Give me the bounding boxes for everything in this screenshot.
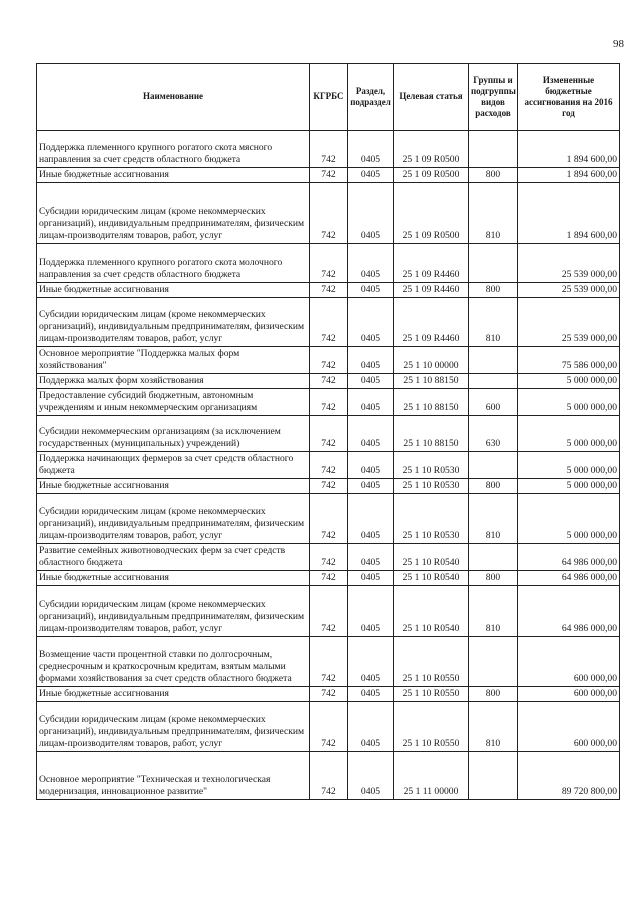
row-kgrbs: 742	[310, 373, 348, 388]
row-section: 0405	[348, 493, 394, 543]
row-amount: 5 000 000,00	[518, 451, 620, 478]
row-name: Возмещение части процентной ставки по долгосрочным, среднесрочным и краткосрочным кредитам, взятым малыми формами хозяйствования за счет средств областного бюджета	[37, 636, 310, 686]
row-target: 25 1 10 R0550	[394, 686, 469, 701]
row-group	[469, 543, 518, 570]
row-kgrbs: 742	[310, 243, 348, 282]
row-group	[469, 636, 518, 686]
row-name: Предоставление субсидий бюджетным, автономным учреждениям и иным некоммерческим организациям	[37, 388, 310, 415]
row-amount: 64 986 000,00	[518, 543, 620, 570]
row-name: Иные бюджетные ассигнования	[37, 478, 310, 493]
row-section: 0405	[348, 243, 394, 282]
row-target: 25 1 09 R4460	[394, 243, 469, 282]
row-group: 800	[469, 478, 518, 493]
table-row	[37, 451, 620, 478]
row-section: 0405	[348, 543, 394, 570]
row-amount: 5 000 000,00	[518, 388, 620, 415]
row-amount: 5 000 000,00	[518, 493, 620, 543]
row-group	[469, 373, 518, 388]
table-row	[37, 415, 620, 451]
row-target: 25 1 10 R0540	[394, 543, 469, 570]
row-target: 25 1 10 R0540	[394, 585, 469, 636]
row-amount: 25 539 000,00	[518, 243, 620, 282]
row-kgrbs: 742	[310, 701, 348, 751]
row-group: 600	[469, 388, 518, 415]
row-target: 25 1 09 R4460	[394, 297, 469, 346]
row-group: 810	[469, 493, 518, 543]
row-group: 810	[469, 297, 518, 346]
row-group	[469, 131, 518, 168]
header-groups: Группы и подгруппы видов расходов	[469, 64, 518, 131]
table-row	[37, 686, 620, 701]
row-amount: 600 000,00	[518, 686, 620, 701]
row-section: 0405	[348, 686, 394, 701]
row-name: Поддержка малых форм хозяйствования	[37, 373, 310, 388]
table-row	[37, 182, 620, 243]
row-group: 810	[469, 182, 518, 243]
row-group	[469, 751, 518, 799]
row-kgrbs: 742	[310, 282, 348, 297]
row-section: 0405	[348, 478, 394, 493]
row-amount: 25 539 000,00	[518, 297, 620, 346]
row-amount: 5 000 000,00	[518, 373, 620, 388]
table-header-row	[37, 64, 620, 131]
row-kgrbs: 742	[310, 168, 348, 183]
row-target: 25 1 10 R0530	[394, 451, 469, 478]
row-section: 0405	[348, 751, 394, 799]
header-section: Раздел, подраздел	[348, 64, 394, 131]
row-name: Основное мероприятие "Поддержка малых форм хозяйствования"	[37, 346, 310, 373]
row-name: Развитие семейных животноводческих ферм за счет средств областного бюджета	[37, 543, 310, 570]
row-kgrbs: 742	[310, 388, 348, 415]
row-group	[469, 243, 518, 282]
row-group: 810	[469, 701, 518, 751]
row-section: 0405	[348, 636, 394, 686]
row-target: 25 1 10 R0540	[394, 570, 469, 585]
header-name: Наименование	[37, 64, 310, 131]
row-kgrbs: 742	[310, 493, 348, 543]
row-name: Субсидии юридическим лицам (кроме некоммерческих организаций), индивидуальным предпринимателям, физическим лицам-производителям товаров, работ, услуг	[37, 182, 310, 243]
row-amount: 64 986 000,00	[518, 570, 620, 585]
table-row	[37, 543, 620, 570]
row-kgrbs: 742	[310, 415, 348, 451]
row-kgrbs: 742	[310, 346, 348, 373]
row-kgrbs: 742	[310, 570, 348, 585]
row-group	[469, 346, 518, 373]
row-group: 810	[469, 585, 518, 636]
row-group: 800	[469, 686, 518, 701]
row-group: 800	[469, 570, 518, 585]
row-amount: 64 986 000,00	[518, 585, 620, 636]
row-target: 25 1 10 R0530	[394, 478, 469, 493]
row-group: 630	[469, 415, 518, 451]
row-name: Поддержка племенного крупного рогатого скота мясного направления за счет средств областного бюджета	[37, 131, 310, 168]
table-row	[37, 751, 620, 799]
row-name: Иные бюджетные ассигнования	[37, 686, 310, 701]
row-kgrbs: 742	[310, 751, 348, 799]
table-row	[37, 346, 620, 373]
row-amount: 600 000,00	[518, 636, 620, 686]
row-name: Основное мероприятие "Техническая и технологическая модернизация, инновационное развитие"	[37, 751, 310, 799]
row-section: 0405	[348, 388, 394, 415]
row-name: Субсидии юридическим лицам (кроме некоммерческих организаций), индивидуальным предпринимателям, физическим лицам-производителям товаров, работ, услуг	[37, 493, 310, 543]
row-target: 25 1 11 00000	[394, 751, 469, 799]
row-amount: 1 894 600,00	[518, 168, 620, 183]
table-row	[37, 168, 620, 183]
row-target: 25 1 09 R0500	[394, 168, 469, 183]
row-target: 25 1 09 R0500	[394, 182, 469, 243]
table-row	[37, 493, 620, 543]
row-target: 25 1 10 00000	[394, 346, 469, 373]
row-section: 0405	[348, 451, 394, 478]
table-row	[37, 478, 620, 493]
row-section: 0405	[348, 701, 394, 751]
row-name: Поддержка племенного крупного рогатого скота молочного направления за счет средств областного бюджета	[37, 243, 310, 282]
budget-table	[36, 63, 620, 800]
row-amount: 1 894 600,00	[518, 131, 620, 168]
table-row	[37, 388, 620, 415]
row-kgrbs: 742	[310, 451, 348, 478]
row-kgrbs: 742	[310, 297, 348, 346]
table-row	[37, 131, 620, 168]
row-target: 25 1 10 R0550	[394, 701, 469, 751]
row-amount: 25 539 000,00	[518, 282, 620, 297]
row-name: Субсидии юридическим лицам (кроме некоммерческих организаций), индивидуальным предпринимателям, физическим лицам-производителям товаров, работ, услуг	[37, 701, 310, 751]
row-kgrbs: 742	[310, 478, 348, 493]
table-row	[37, 282, 620, 297]
row-section: 0405	[348, 585, 394, 636]
row-kgrbs: 742	[310, 131, 348, 168]
row-amount: 5 000 000,00	[518, 478, 620, 493]
row-target: 25 1 09 R4460	[394, 282, 469, 297]
table-row	[37, 373, 620, 388]
table-row	[37, 636, 620, 686]
table-row	[37, 297, 620, 346]
row-section: 0405	[348, 182, 394, 243]
row-section: 0405	[348, 168, 394, 183]
header-amount: Измененные бюджетные ассигнования на 2016 год	[518, 64, 620, 131]
row-name: Субсидии юридическим лицам (кроме некоммерческих организаций), индивидуальным предпринимателям, физическим лицам-производителям товаров, работ, услуг	[37, 585, 310, 636]
table-row	[37, 570, 620, 585]
row-section: 0405	[348, 415, 394, 451]
row-kgrbs: 742	[310, 182, 348, 243]
row-target: 25 1 10 88150	[394, 373, 469, 388]
row-name: Иные бюджетные ассигнования	[37, 570, 310, 585]
table-row	[37, 585, 620, 636]
row-amount: 600 000,00	[518, 701, 620, 751]
row-section: 0405	[348, 297, 394, 346]
row-target: 25 1 09 R0500	[394, 131, 469, 168]
header-kgrbs: КГРБС	[310, 64, 348, 131]
page-number: 98	[613, 38, 624, 50]
table-row	[37, 701, 620, 751]
row-kgrbs: 742	[310, 543, 348, 570]
row-target: 25 1 10 88150	[394, 388, 469, 415]
row-section: 0405	[348, 570, 394, 585]
row-kgrbs: 742	[310, 686, 348, 701]
row-target: 25 1 10 R0550	[394, 636, 469, 686]
row-group: 800	[469, 168, 518, 183]
row-target: 25 1 10 88150	[394, 415, 469, 451]
row-name: Поддержка начинающих фермеров за счет средств областного бюджета	[37, 451, 310, 478]
row-amount: 5 000 000,00	[518, 415, 620, 451]
row-amount: 1 894 600,00	[518, 182, 620, 243]
row-section: 0405	[348, 282, 394, 297]
row-kgrbs: 742	[310, 585, 348, 636]
row-section: 0405	[348, 346, 394, 373]
row-section: 0405	[348, 373, 394, 388]
row-name: Иные бюджетные ассигнования	[37, 168, 310, 183]
row-name: Субсидии юридическим лицам (кроме некоммерческих организаций), индивидуальным предпринимателям, физическим лицам-производителям товаров, работ, услуг	[37, 297, 310, 346]
row-kgrbs: 742	[310, 636, 348, 686]
row-name: Субсидии некоммерческим организациям (за исключением государственных (муниципальных) учреждений)	[37, 415, 310, 451]
row-target: 25 1 10 R0530	[394, 493, 469, 543]
header-target: Целевая статья	[394, 64, 469, 131]
row-name: Иные бюджетные ассигнования	[37, 282, 310, 297]
row-section: 0405	[348, 131, 394, 168]
row-group	[469, 451, 518, 478]
row-amount: 89 720 800,00	[518, 751, 620, 799]
row-amount: 75 586 000,00	[518, 346, 620, 373]
row-group: 800	[469, 282, 518, 297]
table-row	[37, 243, 620, 282]
